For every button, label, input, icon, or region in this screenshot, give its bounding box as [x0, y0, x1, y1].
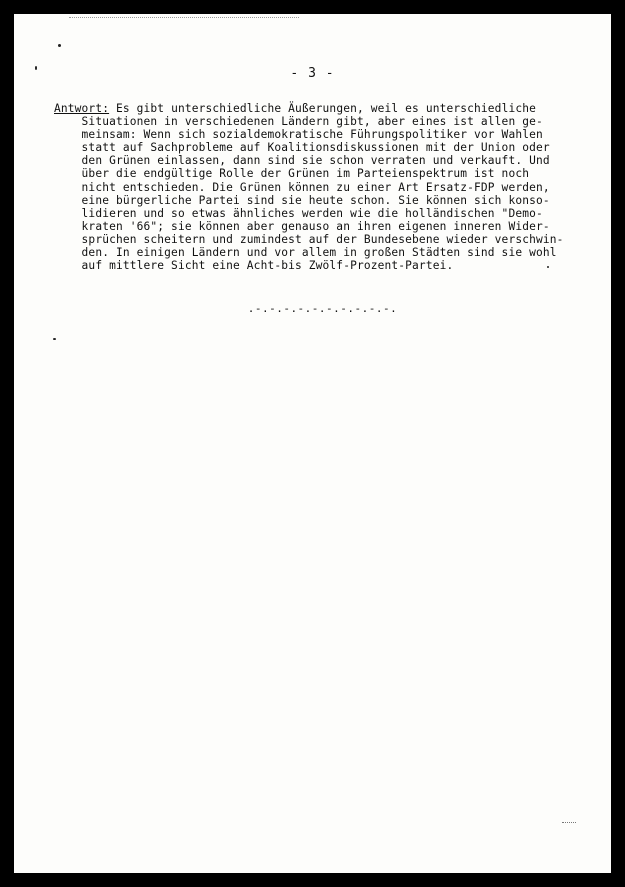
end-separator: .-.-.-.-.-.-.-.-.-.-.	[247, 302, 398, 315]
paragraph-line: den Grünen einlassen, dann sind sie schon verraten und verkauft. Und	[54, 154, 550, 168]
page-number: - 3 -	[290, 66, 335, 81]
answer-label: Antwort:	[54, 102, 110, 115]
paragraph-line: lidieren und so etwas ähnliches werden wie die holländischen "Demo-	[54, 206, 543, 220]
document-page	[14, 14, 611, 873]
answer-paragraph	[54, 102, 599, 272]
paragraph-line: Situationen in verschiedenen Ländern gibt, aber eines ist allen ge-	[54, 115, 543, 129]
paragraph-line: über die endgültige Rolle der Grünen im Parteienspektrum ist noch	[54, 167, 530, 181]
scan-speck	[53, 338, 56, 340]
paragraph-line: eine bürgerliche Partei sind sie heute schon. Sie können sich konso-	[54, 193, 550, 207]
paragraph-line: statt auf Sachprobleme auf Koalitionsdiskussionen mit der Union oder	[54, 141, 550, 155]
paragraph-line: Antwort: Es gibt unterschiedliche Äußerungen, weil es unterschiedliche	[54, 102, 536, 115]
paragraph-line: den. In einigen Ländern und vor allem in großen Städten sind sie wohl	[54, 246, 557, 260]
paragraph-line: nicht entschieden. Die Grünen können zu einer Art Ersatz-FDP werden,	[54, 180, 550, 194]
paragraph-line: sprüchen scheitern und zumindest auf der Bundesebene wieder verschwin-	[54, 232, 564, 246]
paragraph-line: auf mittlere Sicht eine Acht-bis Zwölf-Prozent-Partei.	[54, 259, 454, 273]
scan-artifact-corner	[562, 822, 576, 824]
paragraph-line: kraten '66"; sie können aber genauso an ihren eigenen inneren Wider-	[54, 219, 550, 233]
scan-artifact-top	[69, 17, 299, 19]
scan-speck	[58, 44, 61, 47]
paragraph-line: meinsam: Wenn sich sozialdemokratische Führungspolitiker vor Wahlen	[54, 128, 543, 142]
